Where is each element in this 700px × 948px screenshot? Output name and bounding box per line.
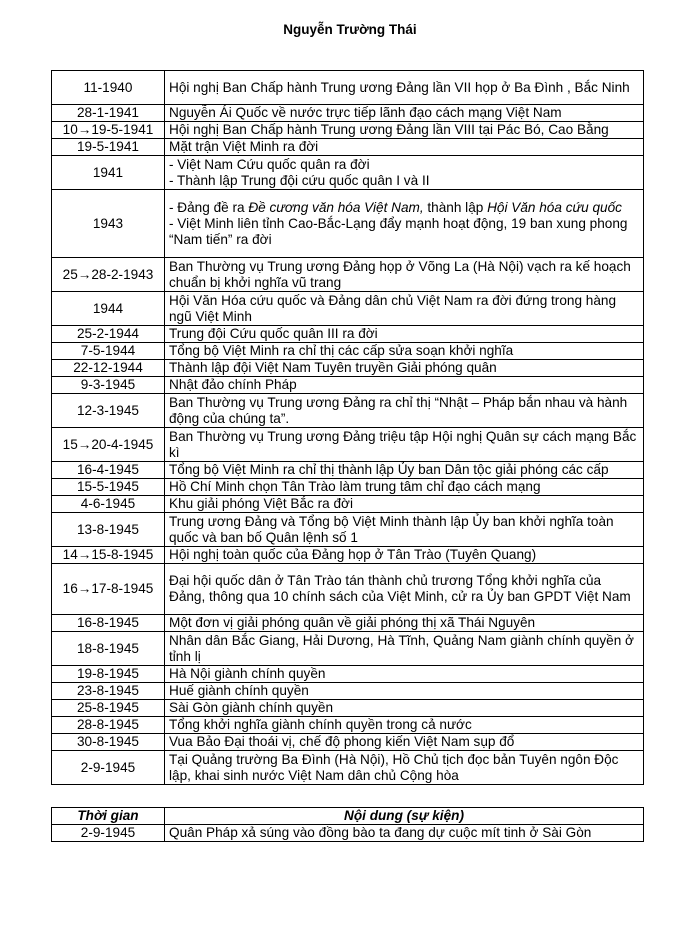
header-time: Thời gian: [52, 808, 165, 825]
event-description-line: [169, 700, 639, 716]
table-row: [52, 825, 644, 842]
event-italic-title: Đề cương văn hóa Việt Nam,: [248, 199, 424, 215]
event-description-line: [169, 122, 639, 138]
event-date: 25-8-1945: [52, 700, 165, 717]
event-description-line: [169, 200, 639, 216]
event-date: 2-9-1945: [52, 825, 165, 842]
event-text: Quân Pháp xả súng vào đồng bào ta đang dự cuộc mít tinh ở Sài Gòn: [169, 825, 592, 840]
table-row: [52, 343, 644, 360]
event-description: [165, 717, 644, 734]
event-description-line: [169, 157, 639, 173]
event-description: [165, 564, 644, 615]
event-description: [165, 377, 644, 394]
events-table: [51, 807, 644, 842]
event-description: [165, 479, 644, 496]
events-table-header: [52, 808, 644, 825]
event-text: - Việt Minh liên tỉnh Cao-Bắc-Lạng đẩy mạnh hoạt động, 19 ban xung phong “Nam tiến” ra đời: [169, 215, 628, 247]
event-description: [165, 666, 644, 683]
event-text: Tổng bộ Việt Minh ra chỉ thị thành lập Ủy ban Dân tộc giải phóng các cấp: [169, 462, 609, 477]
event-description-line: [169, 825, 639, 841]
event-date: 25→28-2-1943: [52, 258, 165, 292]
event-description-line: [169, 496, 639, 512]
event-description: [165, 71, 644, 105]
event-description-line: [169, 462, 639, 478]
table-row: [52, 666, 644, 683]
event-description-line: [169, 343, 639, 359]
event-date: 15→20-4-1945: [52, 428, 165, 462]
table-row: [52, 156, 644, 190]
event-text: Hà Nội giành chính quyền: [169, 666, 326, 681]
table-row: [52, 479, 644, 496]
event-description-line: [169, 139, 639, 155]
event-italic-title: Hội Văn hóa cứu quốc: [487, 199, 622, 215]
table-row: [52, 190, 644, 258]
event-description-line: [169, 683, 639, 699]
table-row: [52, 751, 644, 785]
event-description: [165, 122, 644, 139]
event-date: 19-5-1941: [52, 139, 165, 156]
event-text: - Đảng đề ra: [169, 199, 249, 215]
event-date: 28-8-1945: [52, 717, 165, 734]
header-content: Nội dung (sự kiện): [165, 808, 644, 825]
event-date: 1943: [52, 190, 165, 258]
event-description: [165, 734, 644, 751]
event-description: [165, 547, 644, 564]
table-row: [52, 139, 644, 156]
event-description: [165, 343, 644, 360]
event-text: Huế giành chính quyền: [169, 683, 309, 698]
event-text: Tổng khởi nghĩa giành chính quyền trong cả nước: [169, 717, 472, 732]
event-description: [165, 428, 644, 462]
event-date: 10→19-5-1941: [52, 122, 165, 139]
event-description: [165, 751, 644, 785]
event-text: Nguyễn Ái Quốc về nước trực tiếp lãnh đạo cách mạng Việt Nam: [169, 105, 562, 120]
event-text: - Thành lập Trung đội cứu quốc quân I và II: [169, 172, 430, 188]
event-description-line: [169, 633, 639, 665]
table-row: [52, 122, 644, 139]
event-description-line: [169, 717, 639, 733]
event-date: 11-1940: [52, 71, 165, 105]
event-date: 19-8-1945: [52, 666, 165, 683]
event-description: [165, 394, 644, 428]
table-row: [52, 105, 644, 122]
event-text: Trung đội Cứu quốc quân III ra đời: [169, 326, 378, 341]
table-row: [52, 496, 644, 513]
event-description: [165, 683, 644, 700]
event-description-line: [169, 429, 639, 461]
event-description-line: [169, 752, 639, 784]
event-text: Hội nghị toàn quốc của Đảng họp ở Tân Trào (Tuyên Quang): [169, 547, 537, 562]
event-date: 16-4-1945: [52, 462, 165, 479]
event-description-line: [169, 105, 639, 121]
event-date: 28-1-1941: [52, 105, 165, 122]
event-date: 16-8-1945: [52, 615, 165, 632]
event-description-line: [169, 326, 639, 342]
event-description-line: [169, 216, 639, 248]
event-description: [165, 462, 644, 479]
table-row: [52, 360, 644, 377]
table-row: [52, 394, 644, 428]
table-row: [52, 683, 644, 700]
event-text: - Việt Nam Cứu quốc quân ra đời: [169, 156, 370, 172]
event-description: [165, 496, 644, 513]
event-date: 15-5-1945: [52, 479, 165, 496]
table-row: [52, 71, 644, 105]
event-description: [165, 513, 644, 547]
event-description: [165, 615, 644, 632]
event-description: [165, 700, 644, 717]
event-text: Một đơn vị giải phóng quân về giải phóng thị xã Thái Nguyên: [169, 615, 536, 630]
timeline-table-body: [52, 71, 644, 785]
event-text: Nhân dân Bắc Giang, Hải Dương, Hà Tĩnh, Quảng Nam giành chính quyền ở tỉnh lị: [169, 632, 634, 664]
event-date: 25-2-1944: [52, 326, 165, 343]
event-description: [165, 326, 644, 343]
event-text: Tại Quảng trường Ba Đình (Hà Nội), Hồ Chủ tịch đọc bản Tuyên ngôn Độc lập, khai sinh nước Việt Nam dân chủ Cộng hòa: [169, 751, 619, 783]
table-row: [52, 377, 644, 394]
events-table-body: [52, 825, 644, 842]
event-description: [165, 190, 644, 258]
event-description-line: [169, 547, 639, 563]
event-date: 1944: [52, 292, 165, 326]
event-text: thành lập: [423, 199, 488, 215]
event-text: Ban Thường vụ Trung ương Đảng triệu tập Hội nghị Quân sự cách mạng Bắc kì: [169, 428, 637, 460]
event-description-line: [169, 259, 639, 291]
event-date: 18-8-1945: [52, 632, 165, 666]
event-description-line: [169, 173, 639, 189]
event-date: 9-3-1945: [52, 377, 165, 394]
event-text: Khu giải phóng Việt Bắc ra đời: [169, 496, 353, 511]
event-description-line: [169, 360, 639, 376]
event-date: 16→17-8-1945: [52, 564, 165, 615]
table-row: [52, 462, 644, 479]
event-description: [165, 292, 644, 326]
event-text: Trung ương Đảng và Tổng bộ Việt Minh thành lập Ủy ban khởi nghĩa toàn quốc và ban bố Quân lệnh số 1: [169, 513, 614, 545]
event-date: 22-12-1944: [52, 360, 165, 377]
table-row: [52, 326, 644, 343]
event-date: 7-5-1944: [52, 343, 165, 360]
table-row: [52, 513, 644, 547]
table-row: [52, 428, 644, 462]
event-text: Hội nghị Ban Chấp hành Trung ương Đảng lần VII họp ở Ba Đình , Bắc Ninh: [169, 79, 630, 95]
event-date: 30-8-1945: [52, 734, 165, 751]
event-description: [165, 156, 644, 190]
event-text: Tổng bộ Việt Minh ra chỉ thị các cấp sửa soạn khởi nghĩa: [169, 343, 514, 358]
event-text: Vua Bảo Đại thoái vị, chế độ phong kiến Việt Nam sụp đổ: [169, 734, 515, 749]
event-description: [165, 360, 644, 377]
event-description-line: [169, 666, 639, 682]
table-row: [52, 258, 644, 292]
event-date: 14→15-8-1945: [52, 547, 165, 564]
event-description-line: [169, 80, 639, 96]
event-description: [165, 825, 644, 842]
event-text: Mặt trận Việt Minh ra đời: [169, 139, 319, 154]
event-description-line: [169, 395, 639, 427]
event-text: Ban Thường vụ Trung ương Đảng ra chỉ thị “Nhật – Pháp bắn nhau và hành động của chúng ta”.: [169, 394, 628, 426]
event-description: [165, 258, 644, 292]
table-row: [52, 615, 644, 632]
event-description: [165, 105, 644, 122]
timeline-table: [51, 70, 644, 785]
event-date: 1941: [52, 156, 165, 190]
event-text: Nhật đảo chính Pháp: [169, 377, 297, 392]
event-date: 13-8-1945: [52, 513, 165, 547]
event-text: Sài Gòn giành chính quyền: [169, 700, 334, 715]
event-description-line: [169, 514, 639, 546]
event-date: 4-6-1945: [52, 496, 165, 513]
document-author-title: Nguyễn Trường Thái: [283, 22, 417, 37]
event-description-line: [169, 615, 639, 631]
event-date: 12-3-1945: [52, 394, 165, 428]
table-row: [52, 700, 644, 717]
event-description-line: [169, 734, 639, 750]
event-text: Đại hội quốc dân ở Tân Trào tán thành chủ trương Tổng khởi nghĩa của Đảng, thông qua 10 chính sách của Việt Minh, cử ra Ủy ban GPDT Việt Nam: [169, 573, 631, 604]
table-row: [52, 734, 644, 751]
event-text: Ban Thường vụ Trung ương Đảng họp ở Võng La (Hà Nội) vạch ra kế hoạch chuẩn bị khởi nghĩa vũ trang: [169, 258, 631, 290]
table-row: [52, 292, 644, 326]
event-date: 2-9-1945: [52, 751, 165, 785]
table-row: [52, 547, 644, 564]
table-row: [52, 632, 644, 666]
event-description-line: [169, 293, 639, 325]
table-row: [52, 717, 644, 734]
event-description-line: [169, 479, 639, 495]
event-text: Hội Văn Hóa cứu quốc và Đảng dân chủ Việt Nam ra đời đứng trong hàng ngũ Việt Minh: [169, 292, 617, 324]
event-description-line: [169, 377, 639, 393]
event-text: Hội nghị Ban Chấp hành Trung ương Đảng lần VIII tại Pác Bó, Cao Bằng: [169, 122, 609, 137]
event-date: 23-8-1945: [52, 683, 165, 700]
event-description-line: [169, 573, 639, 605]
event-text: Thành lập đội Việt Nam Tuyên truyền Giải phóng quân: [169, 360, 497, 375]
event-description: [165, 632, 644, 666]
table-row: [52, 564, 644, 615]
event-description: [165, 139, 644, 156]
event-text: Hồ Chí Minh chọn Tân Trào làm trung tâm chỉ đạo cách mạng: [169, 479, 541, 494]
